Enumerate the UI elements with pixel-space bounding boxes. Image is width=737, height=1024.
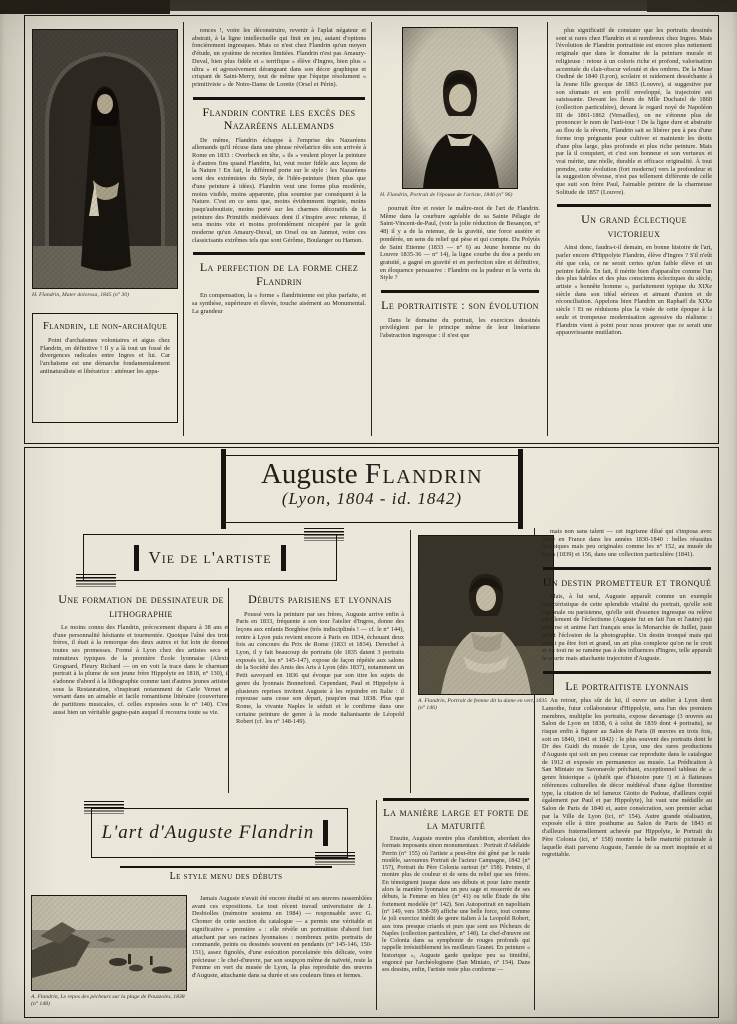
formation-text: Le moins connu des Flandrin, précocement disparu à 38 ans et d'une personnalité hésitante et tourmentée. Quoique l'aîné des trois frères, il était à la remorque des deux autres et fut loin de donner toutes ses promesses. Formé à Lyon chez des artistes secs et minutieux typiques de la première École lyonnaise (Alexis Grognard, Fleury Richard — on en voit la trace dans le charmant portrait à la plume de son jeune frère Hippolyte en 1818, n° 130), il s'adonne d'abord à la lithographie comme tant d'autres jeunes artistes sous la Restauration, s'inspirant notamment de Carle Vernet et versant dans un aimable et facile romantisme littéraire (couvertures de partitions musicales, cf. celles exposées sous le n° 140). C'est aussi bien un véritable gagne-pain auquel il recourra toute sa vie. [53, 624, 229, 716]
pecheurs-caption: A. Flandrin, Le repos des pêcheurs sur la plage de Pouzzoles, 1838 (n° 148) [31, 994, 185, 1007]
lower-section-frame [24, 447, 719, 1018]
portraitiste-lyonnais-text: Au retour, plus sûr de lui, il ouvre un atelier à Lyon dont Lamothe, futur collaborateur d'Hippolyte, sera l'un des premiers membres, multiplie les portraits, expose davantage (3 œuvres au Salon de Lyon en 1838, 6 à celui de 1839 dont 4 portraits), se risque enfin à figurer au Salon de Paris (8 œuvres en trois fois, soit en 1840, 1841 et 1842) : le plus souvent des portraits dont le Dr des Guidi du musée de Lyon, une des rares productions d'Auguste qui soit un peu connue car reproduite dans le catalogue de 1912 et exposée en permanence au musée. La Prédication à San Miniato ou Savonarole prêchant, exceptionnel tableau de « genre historique » (plutôt que d'histoire pure !) et à flatteuses références culturelles de décor médiéval d'une église florentine type, la citation de tel fameux Giotto de Padoue, d'ailleurs copié également par Paul et par Hippolyte), lui vaut une médaille au Salon de Paris de 1840 et, autre consécration, son premier achat par la Ville de Lyon (ici, n° 154). Autre grande réalisation, exposée elle à titre posthume au Salon de Paris de 1843 et d'ailleurs fraternellement achevée par Hippolyte, le Portrait du Père Colonia (ici, n° 158) montre la belle maturité picturale à laquelle était parvenu Auguste, l'année de sa mort inopinée et si regrettable. [542, 697, 712, 859]
ingrisme-paragraph: mais non sans talent — cet ingrisme dilué qui s'imposa avec force en France dans les années 1830-1840 : belles réussites techniques mais peu originales comme les n° 152, au musée de Lyon (1839) et 156, dans une collection particulière (1841). [542, 528, 712, 559]
non-archaique-heading: Flandrin, le non-archaïque [42, 321, 168, 332]
dame-en-vert-caption: A. Flandrin, Portrait de femme dit la dame en vert, 1835 (n° 146) [418, 698, 548, 711]
column-divider [183, 22, 184, 436]
title-ornament-bar [221, 449, 226, 529]
mater-dolorosa-image [32, 29, 178, 289]
banner-hatch-ornament [76, 574, 116, 587]
non-archaique-box [32, 313, 178, 423]
scan-edge-corner-right [647, 0, 737, 12]
section-rule [383, 798, 529, 801]
section-rule [381, 290, 539, 293]
debuts-text: Poussé vers la peinture par ses frères, Auguste arrive enfin à Paris en 1833, fréquente à son tour l'atelier d'Ingres, donne des leçons aux enfants Borghèse (très indisciplinés ! — cf. le n° 144), rentre à Lyon puis revient encore à Paris en 1834, échouant deux fois au concours du Prix de Rome (1833 et 1834). Derechef à Lyon, il y fait beaucoup de portraits (de 1835 datent 3 portraits exposés ici, les n° 145-147), expose de façon répétée aux salons de la Société des Amis des Arts à Lyon (dès 1837), notamment un Petit savoyard en 1836 qui évoque par son titre les sujets de genre du lyonnais Bonnefond. Cependant, Paul et Hippolyte à plusieurs reprises invitent Auguste à les rejoindre en Italie : il repousse sans cesse son départ, jusqu'en mai 1838. Plus que Rome, la vivante Naples le séduit et le confirme dans une certaine peinture de genre à la mode italianisante de Léopold Robert (cf. les n° 148-149). [236, 610, 404, 726]
mater-dolorosa-caption: H. Flandrin, Mater dolorosa, 1845 (n° 30) [32, 292, 130, 298]
artist-title-box [223, 455, 521, 523]
intro-continuation-paragraph: rences !, voire les déconstruire, revenir à l'aplat négateur et abstrait, à la ligne intellectuelle qui finit en jeu, autant d'options foncièrement ingresques. Mais ce n'est chez Flandrin qu'un moyen d'étude, un système de recettes limitées. Flandrin n'est pas Amaury-Duval, bien plus fidèle et « terrifique » élève d'Ingres, bien plus « ultra » et agressivement dérangeant dans son décor graphique et crispant de Saint-Merry, tout de même que l'équipe résolument « primitiviste » de Notre-Dame de Lorette (Orsel et Périn). [192, 27, 366, 88]
nazareens-text: De même, Flandrin échappe à l'emprise des Nazaréens allemands qu'il récuse dans une phrase révélatrice dès son arrivée à Rome en 1833 : Overbeck en tête, « ils » veulent ployer la peinture à d'autres fins quand Flandrin, lui, veut rester fidèle aux leçons de la Nature ! En fait, le différend porte sur le style : les Nazaréens sont des extrémistes du Style, de l'idée-peinture (bien plus que d'une peinture à idées). Flandrin veut une forme plus modérée, moins visible, moins apparente, plus soumise par conséquent à la Nature. C'est en ce sens que, moins évidemment ingriste, moins jusqu'auboutiste, moins porté sur les charmes décoratifs de la peinture des Primitifs médiévaux dont il s'inspire avec retenue, il sera moins vite et moins profondément récupéré par le goût moderne qu'un Amaury-Duval, un Orsel ou un Janmot, voire ces classicisants extrêmes tels que sont Gérôme, Boulanger ou Hamon. [192, 136, 366, 244]
banner-bar-ornament [323, 820, 328, 846]
artist-dates: (Lyon, 1804 - id. 1842) [281, 489, 463, 508]
perfection-text: En compensation, la « forme » flandrinienne est plus parfaite, et sa synthèse, supérieure et élevée, touche aisément au Monumental. La grandeur [192, 292, 366, 315]
style-menu-heading: Le style menu des débuts [169, 871, 283, 882]
vie-banner-label: Vie de l'artiste [148, 547, 272, 567]
column-divider [376, 800, 377, 1010]
formation-heading: Une formation de dessinateur de lithographie [58, 592, 224, 620]
eclectique-text: Ainsi donc, faudra-t-il demain, en bonne histoire de l'art, parler encore d'Hippolyte Flandrin, élève d'Ingres ? S'il n'eût été que cela, ce ne serait certes qu'un faible élève et un peintre faible. En fait, il mérite bien d'apparaître comme l'un des plus habiles et des plus conscients éclectiques du siècle, artiste « honnête homme », parfaitement typique du XIXe siècle dans son idéal sérieux et aimant d'union et de réconciliation. Appelons bien Flandrin un Raphaël du XIXe siècle ! Et ne réduisons plus la visée de cette époque à la seule et trompeuse modernisation agressive du réalisme : Flandrin vient à point pour nous prouver que ce serait une appauvrissante mutilation. [556, 244, 712, 337]
style-menu-text: Jamais Auguste n'avait été encore étudié ni ses œuvres rassemblées avant ces expositions. Le tout récent travail universitaire de J. Desbiolles (mémoire soutenu en 1984) — responsable avec G. Chomer de cette section du catalogue — a permis une véritable et significative « première » : elle révèle un portraitiste d'abord fort attachant par ses racines lyonnaises : nombreux petits portraits de commande, peints ou dessinés souvent en pendants (n° 145-146, 150-151), assez fignolés, d'une exécution porcelainée très délicate, voire précieuse : le chef-d'œuvre, par son soupçon même de naïveté, reste la Femme en vert du musée de Lyon, la plus reproduite des œuvres d'Auguste, attachante dans sa durée et ses couleurs fines et fermes. [192, 895, 372, 980]
portraitiste-evolution-text: Dans le domaine du portrait, les exercices dessinés privilégient par le principe même de leur linéarisme l'abstraction ingresque : il n'est que [380, 316, 540, 339]
artist-last-name: Flandrin [364, 458, 484, 490]
epouse-portrait-image [402, 27, 518, 189]
column-divider [371, 22, 372, 436]
portrait-intro-paragraph: pourrait être et rester le maître-mot de l'art de Flandrin. Même dans la courbure agréable de sa Sainte Pélagie de Saint-Vincent-de-Paul, (voir la jolie réduction de Besançon, n° 48) il y a de la retenue, de la gravité, une force austère et pondérée, un sens du relief qui pèse et qui compte. Du Polytès de Saint Etienne (1833 — n° 6) au Jeune homme nu du Louvre 1835-36 — n° 14), la ligne courbe du dos a perdu en gratuité, a gagné en gravité et en perfection sûre et définitive, en éloquence persuasive : Flandrin ou la pudeur et la vertu du Style ? [380, 205, 540, 282]
non-archaique-text: Point d'archaïsmes volontaires et aigus chez Flandrin, en définitive ! Il y a là tout un fossé de divergences radicales entre Ingres et lui. Car l'archaïsme est une démarche fondamentalement antinaturaliste et libératrice : atténuer les appa- [40, 337, 170, 375]
portraits-dessines-paragraph: plus significatif de constater que les portraits dessinés sont si rares chez Flandrin et si nombreux chez Ingres. Mais l'évolution de Flandrin portraitiste est encore plus nettement originale que dans le domaine de la peinture murale et religieuse : retour à un coloris riche et profond, valorisation accentuée du clair-obscur velouté et des ombres. De la Muse Oudiné de 1840 (Lyon), scolaire et raidement desséchante à la Jeune fille grecque de 1863 (Louvre), si suggestive par son sfumato et son profil enveloppé, la trajectoire est saisissante. Devant les fleurs de Mlle Duchatel de 1860 (collection particulière), devant le regard noyé de Napoléon III de 1861-1862 (Versailles), on ne s'étonne plus de prononcer le nom de l'anti-tour ! De la ligne dure et abstraite au flou de la rêverie, Flandrin sait se libérer peu à peu d'une forme trop prégnante pour cultiver et maintenir les droits d'une plus large, plus profonde et plus riche peinture. Mais par là il conquiert, et c'est son honneur et son vertueux et vrai mérite, une réelle, durable et efficace originalité. À tout prendre, cette évolution (fort moderne) vers la profondeur et la suggestion rêveuse, n'est pas tellement différente de celle que suit son frère Paul, l'aimable peintre de la charmeuse Solitude de 1857 (Louvre). [556, 27, 712, 196]
banner-bar-ornament [134, 545, 139, 571]
nazareens-heading: Flandrin contre les excès des Nazaréens allemands [202, 104, 356, 133]
banner-hatch-ornament [84, 801, 124, 814]
top-section-frame [24, 15, 719, 444]
section-rule [543, 567, 711, 570]
section-rule [120, 866, 332, 868]
maniere-text: Ensuite, Auguste montre plus d'ambition, abordant des formats imposants sinon monumentaux : Portrait d'Adélaïde Perrin (n° 155) où l'artiste a peut-être été gêné par le raide modèle, savoureux Portrait de l'acteur Campagne, 1842 (n° 157), Portrait du Père Colonia surtout (n° 158). Peintre, il montre plus de couleur et de sens du relief que ses frères. En témoignent jusque dans ses débuts et pour faire mentir alors la manière lyonnaise un peu sage et resserrée de ses débuts, la Femme en bleu (n° 41) ou telle Étude de tête fortement modelée (n° 142). Son Autoportrait en napolitain (n° 149, vers 1838-39) affiche une belle force, tout comme le joli exercice inédit de genre italien à la Leopold Robert, aux tons presque criards et purs que sont ses Pêcheurs de Naples (collection particulière, n° 148). Le chef-d'œuvre est le Colonia dans sa symphonie de rouges profonds qui rappelle irrésistiblement les meilleurs Granet. En peinture « historique », Auguste garde quelque peu sa timidité, engoncé par l'archéologisme (San Miniato, n° 154). Dans ses dessins, enfin, l'artiste reste plus conforme — [382, 836, 530, 974]
portraitiste-lyonnais-heading: Le portraitiste lyonnais [565, 678, 689, 693]
vie-de-l-artiste-banner [83, 534, 337, 581]
title-ornament-bar [518, 449, 523, 529]
section-rule [543, 671, 711, 674]
banner-hatch-ornament [304, 528, 344, 541]
portraitiste-evolution-heading: Le portraitiste : son évolution [381, 298, 539, 313]
art-banner-label: L'art d'Auguste Flandrin [101, 822, 315, 843]
eclectique-heading: Un grand éclectique victorieux [581, 212, 687, 240]
dame-en-vert-image [418, 535, 554, 695]
maniere-heading: La manière large et forte de la maturité [383, 807, 529, 832]
perfection-heading: La perfection de la forme chez Flandrin [199, 260, 359, 288]
art-auguste-flandrin-banner [91, 808, 348, 858]
section-rule [193, 97, 365, 100]
destin-heading: Un destin prometteur et tronqué [542, 574, 712, 589]
destin-text: Mais, à lui seul, Auguste apparaît comme un exemple caractéristique de cette splendide vitalité du portrait, qu'elle soit régionale ou parisienne, qu'elle soit d'essence ingresque ou relève simplement de l'éclectisme (Auguste fut en fait l'un et l'autre) qui traverse et anime l'art français sous la Monarchie de Juillet, juste avant l'éclosion de la photographie. Un destin tronqué mais qui aurait pu être fort et grand, un art plus complexe qu'on ne le croit et où tout ne se ramène pas à des influences d'Ingres, telle apparaît la courte mais attachante trajectoire d'Auguste. [542, 593, 712, 662]
artist-first-name: Auguste [260, 458, 365, 490]
column-divider [547, 22, 548, 436]
banner-bar-ornament [281, 545, 286, 571]
scan-edge-corner-left [0, 0, 170, 14]
epouse-portrait-caption: H. Flandrin, Portrait de l'épouse de l'artiste, 1846 (n° 96) [380, 192, 513, 198]
debuts-heading: Débuts parisiens et lyonnais [248, 592, 392, 606]
column-divider [410, 530, 411, 793]
section-rule [557, 204, 711, 207]
banner-hatch-ornament [315, 852, 355, 865]
section-rule [193, 252, 365, 255]
pecheurs-image [31, 895, 187, 991]
artist-name-title [223, 458, 521, 491]
